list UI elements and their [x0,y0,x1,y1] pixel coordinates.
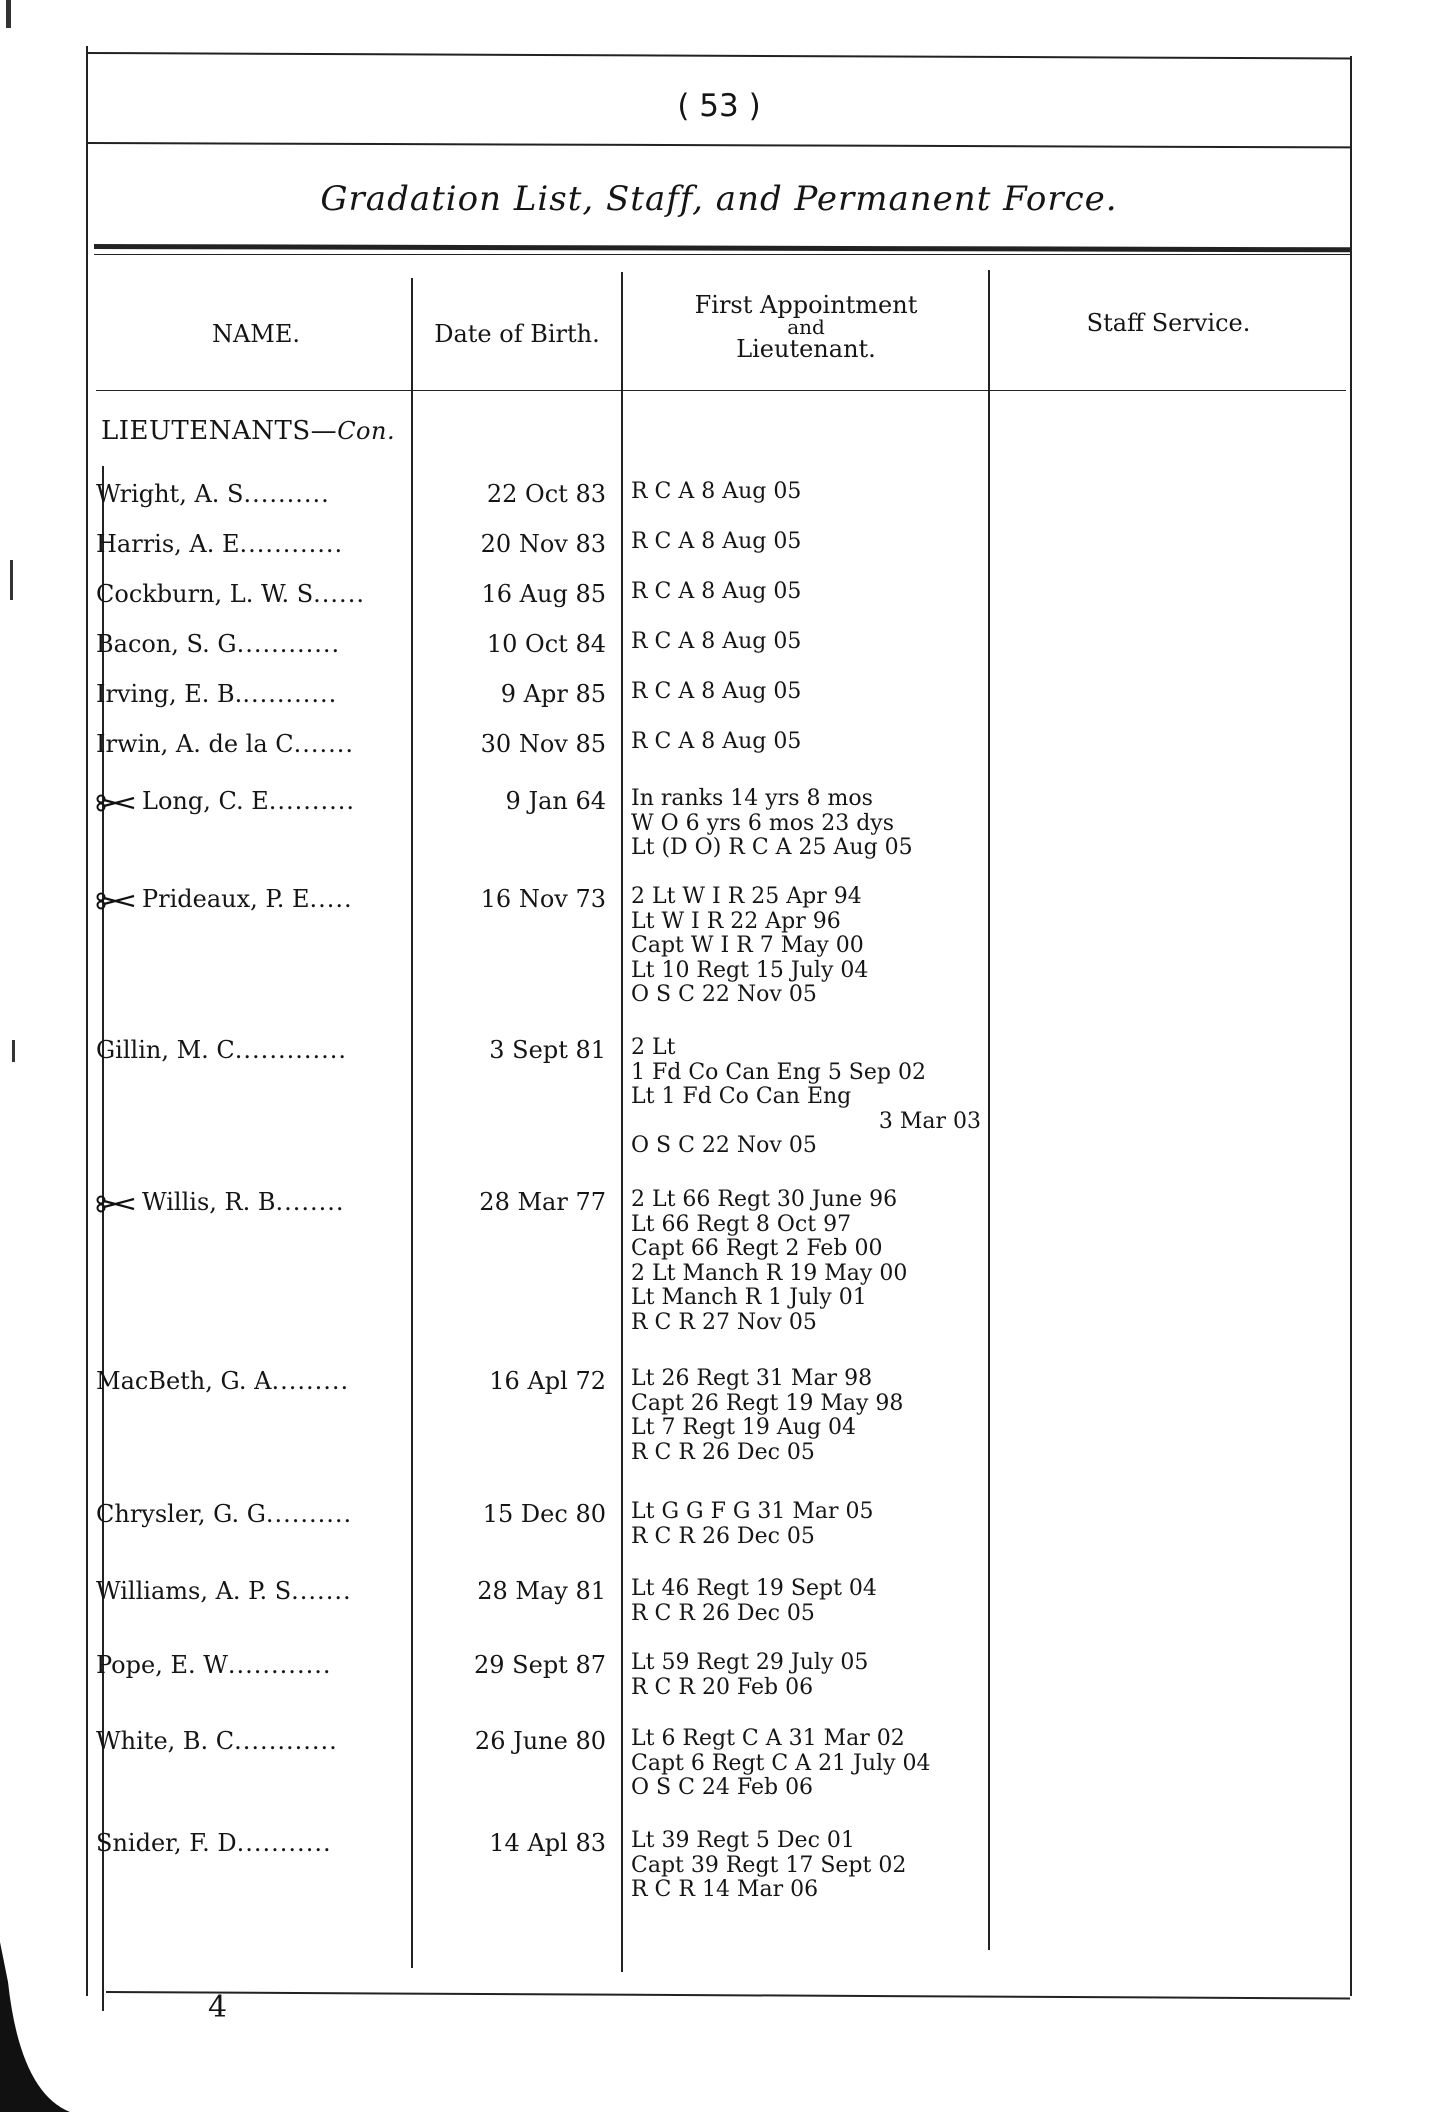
folio-number: 4 [208,1990,228,2025]
scissors-icon [96,794,136,812]
officer-name [96,630,414,658]
officer-name [96,1500,414,1528]
page-frame [86,46,1352,1992]
name-text: Wright, A. S [96,480,244,508]
leader-dots: ...... [313,580,365,608]
appointment-list [631,1577,1071,1626]
officer-name [96,480,414,508]
date-of-birth: 14 Apl 83 [489,1829,606,1857]
appointment-entry: Lt 7 Regt 19 Aug 04 [631,1415,857,1440]
appointment-entry: In ranks 14 yrs 8 mos [631,786,873,811]
leader-dots: ........ [275,1188,345,1216]
frame-left [86,46,88,1996]
scissors-icon [96,892,136,910]
date-of-birth: 10 Oct 84 [486,630,606,658]
name-text: Irwin, A. de la C [96,730,294,758]
appointment-entry: Lt 10 Regt 15 July 04 [631,957,869,983]
appointment-entry: Lt (D O) R C A 25 Aug 05 [631,835,913,860]
officer-name [96,1651,414,1679]
appointment-entry: O S C 22 Nov 05 [631,982,817,1007]
appointment-entry: Lt 6 Regt C A 31 Mar 02 [631,1726,905,1751]
leader-dots: ........... [236,1829,332,1857]
date-of-birth: 26 June 80 [474,1727,606,1755]
officer-name [96,530,414,558]
name-text: MacBeth, G. A [96,1367,272,1395]
appointment-entry: 2 Lt Manch R 19 May 00 [631,1260,908,1286]
date-of-birth: 9 Jan 64 [505,787,606,815]
header-name: NAME. [211,320,301,348]
appointment-entry: R C A 8 Aug 05 [631,529,802,554]
name-text: Cockburn, L. W. S [96,580,314,608]
officer-name [96,580,414,608]
name-text: Snider, F. D [96,1829,237,1857]
officer-name [96,1188,414,1216]
leader-dots: ......... [271,1367,350,1395]
appointment-entry: Lt 66 Regt 8 Oct 97 [631,1211,852,1237]
date-of-birth: 16 Aug 85 [481,580,606,608]
appointment-list [631,885,1071,1008]
leader-dots: ....... [291,1577,352,1605]
header-staff: Staff Service. [1086,309,1251,337]
appointment-list [631,630,1071,655]
leader-dots: ............ [239,530,344,558]
name-text: Harris, A. E [96,530,240,558]
leader-dots: .......... [243,480,330,508]
date-of-birth: 30 Nov 85 [480,730,606,758]
date-of-birth: 29 Sept 87 [474,1651,606,1679]
title-rule-thick [94,244,1350,252]
officer-name [96,730,414,758]
section-heading [101,416,395,446]
date-of-birth: 16 Nov 73 [480,885,606,913]
leader-dots: ............ [236,630,341,658]
appointment-entry: 2 Lt [631,1035,676,1060]
appointment-entry: 3 Mar 03 [878,1108,981,1134]
appointment-list [631,580,1071,605]
name-text: White, B. C [96,1727,235,1755]
leader-dots: .......... [265,1500,353,1528]
appointment-list [631,1500,1071,1549]
name-text: Gillin, M. C [96,1036,235,1064]
appointment-entry: R C A 8 Aug 05 [631,679,802,704]
header-appointment-line2: and [787,315,825,339]
appointment-list [631,1727,1071,1801]
officer-name [96,680,414,708]
officer-name [96,787,414,815]
header-rule [86,142,1352,148]
scan-mark [10,560,13,600]
frame-top [86,52,1352,60]
date-of-birth: 15 Dec 80 [482,1500,606,1528]
appointment-entry: Lt 1 Fd Co Can Eng [631,1084,852,1109]
appointment-entry: Lt 26 Regt 31 Mar 98 [631,1366,873,1391]
appointment-list [631,730,1071,755]
appointment-entry: Capt 39 Regt 17 Sept 02 [631,1852,907,1878]
date-of-birth: 22 Oct 83 [486,480,606,508]
name-text: Pope, E. W [96,1651,228,1679]
header-appointment [626,292,986,362]
appointment-entry: Capt 26 Regt 19 May 98 [631,1390,904,1416]
appointment-entry: Capt 66 Regt 2 Feb 00 [631,1236,883,1261]
appointment-list [631,1188,1071,1335]
appointment-entry: Lt Manch R 1 July 01 [631,1285,867,1310]
section-suffix: Con. [337,417,396,445]
name-text: Irving, E. B. [96,680,243,708]
appointment-list [631,530,1071,555]
appointment-entry: R C R 20 Feb 06 [631,1674,814,1700]
appointment-list [631,1829,1071,1903]
appointment-entry: R C A 8 Aug 05 [631,729,802,754]
name-text: Prideaux, P. E [142,885,310,913]
appointment-list [631,680,1071,705]
appointment-list [631,1036,1071,1159]
page-curl-shadow [0,1942,70,2112]
leader-dots: .......... [268,787,356,815]
leader-dots: ............ [234,1727,338,1755]
appointment-entry: O S C 22 Nov 05 [631,1133,817,1158]
date-of-birth: 9 Apr 85 [500,680,606,708]
appointment-entry: 2 Lt 66 Regt 30 June 96 [631,1187,898,1212]
date-of-birth: 16 Apl 72 [489,1367,606,1395]
section-label: LIEUTENANTS— [101,416,338,446]
page-number: ( 53 ) [677,88,761,124]
appointment-entry: Lt 46 Regt 19 Sept 04 [631,1576,877,1601]
leader-dots: ....... [293,730,355,758]
officer-name [96,1727,414,1755]
appointment-entry: R C R 26 Dec 05 [631,1523,815,1549]
leader-dots: ..... [309,885,353,913]
appointment-entry: R C A 8 Aug 05 [631,579,802,604]
name-text: Chrysler, G. G [96,1500,266,1528]
header-birth: Date of Birth. [434,320,600,348]
header-appointment-line1: First Appointment [694,291,918,319]
leader-dots: ........... [242,680,338,708]
appointment-entry: O S C 24 Feb 06 [631,1775,814,1800]
appointment-entry: W O 6 yrs 6 mos 23 dys [631,810,895,836]
appointment-entry: Lt G G F G 31 Mar 05 [631,1499,874,1524]
appointment-entry: R C R 14 Mar 06 [631,1877,819,1902]
appointment-list [631,480,1071,505]
name-text: Williams, A. P. S [96,1577,292,1605]
column-divider-2 [621,272,623,1972]
name-text: Long, C. E [142,787,269,815]
page-title: Gradation List, Staff, and Permanent Force. [320,179,1118,219]
leader-dots: ............ [227,1651,332,1679]
appointment-entry: Capt W I R 7 May 00 [631,933,864,958]
date-of-birth: 28 Mar 77 [479,1188,606,1216]
leader-dots: ............. [234,1036,347,1064]
column-header-rule [96,390,1346,391]
appointment-entry: R C A 8 Aug 05 [631,479,802,504]
name-text: Bacon, S. G [96,630,237,658]
date-of-birth: 20 Nov 83 [480,530,606,558]
scissors-icon [96,1195,136,1213]
appointment-entry: Lt 39 Regt 5 Dec 01 [631,1828,855,1853]
frame-bottom [106,1991,1350,2000]
officer-name [96,885,414,913]
appointment-entry: Capt 6 Regt C A 21 July 04 [631,1750,931,1776]
appointment-entry: 2 Lt W I R 25 Apr 94 [631,884,862,909]
date-of-birth: 28 May 81 [477,1577,606,1605]
appointment-list [631,1651,1071,1700]
frame-right [1350,56,1352,1996]
appointment-list [631,1367,1071,1465]
scan-mark [6,0,11,28]
officer-name [96,1367,414,1395]
title-rule-thin [94,254,1350,255]
appointment-entry: 1 Fd Co Can Eng 5 Sep 02 [631,1059,926,1085]
officer-name [96,1577,414,1605]
date-of-birth: 3 Sept 81 [489,1036,606,1064]
header-appointment-line3: Lieutenant. [736,335,876,363]
appointment-entry: R C R 26 Dec 05 [631,1439,815,1465]
appointment-list [631,787,1071,861]
appointment-entry: R C R 27 Nov 05 [631,1309,817,1335]
officer-name [96,1036,414,1064]
name-text: Willis, R. B [142,1188,276,1216]
appointment-entry: R C R 26 Dec 05 [631,1600,815,1626]
officer-name [96,1829,414,1857]
appointment-entry: Lt 59 Regt 29 July 05 [631,1650,869,1675]
appointment-entry: Lt W I R 22 Apr 96 [631,908,841,934]
scan-mark [12,1040,15,1062]
appointment-entry: R C A 8 Aug 05 [631,629,802,654]
